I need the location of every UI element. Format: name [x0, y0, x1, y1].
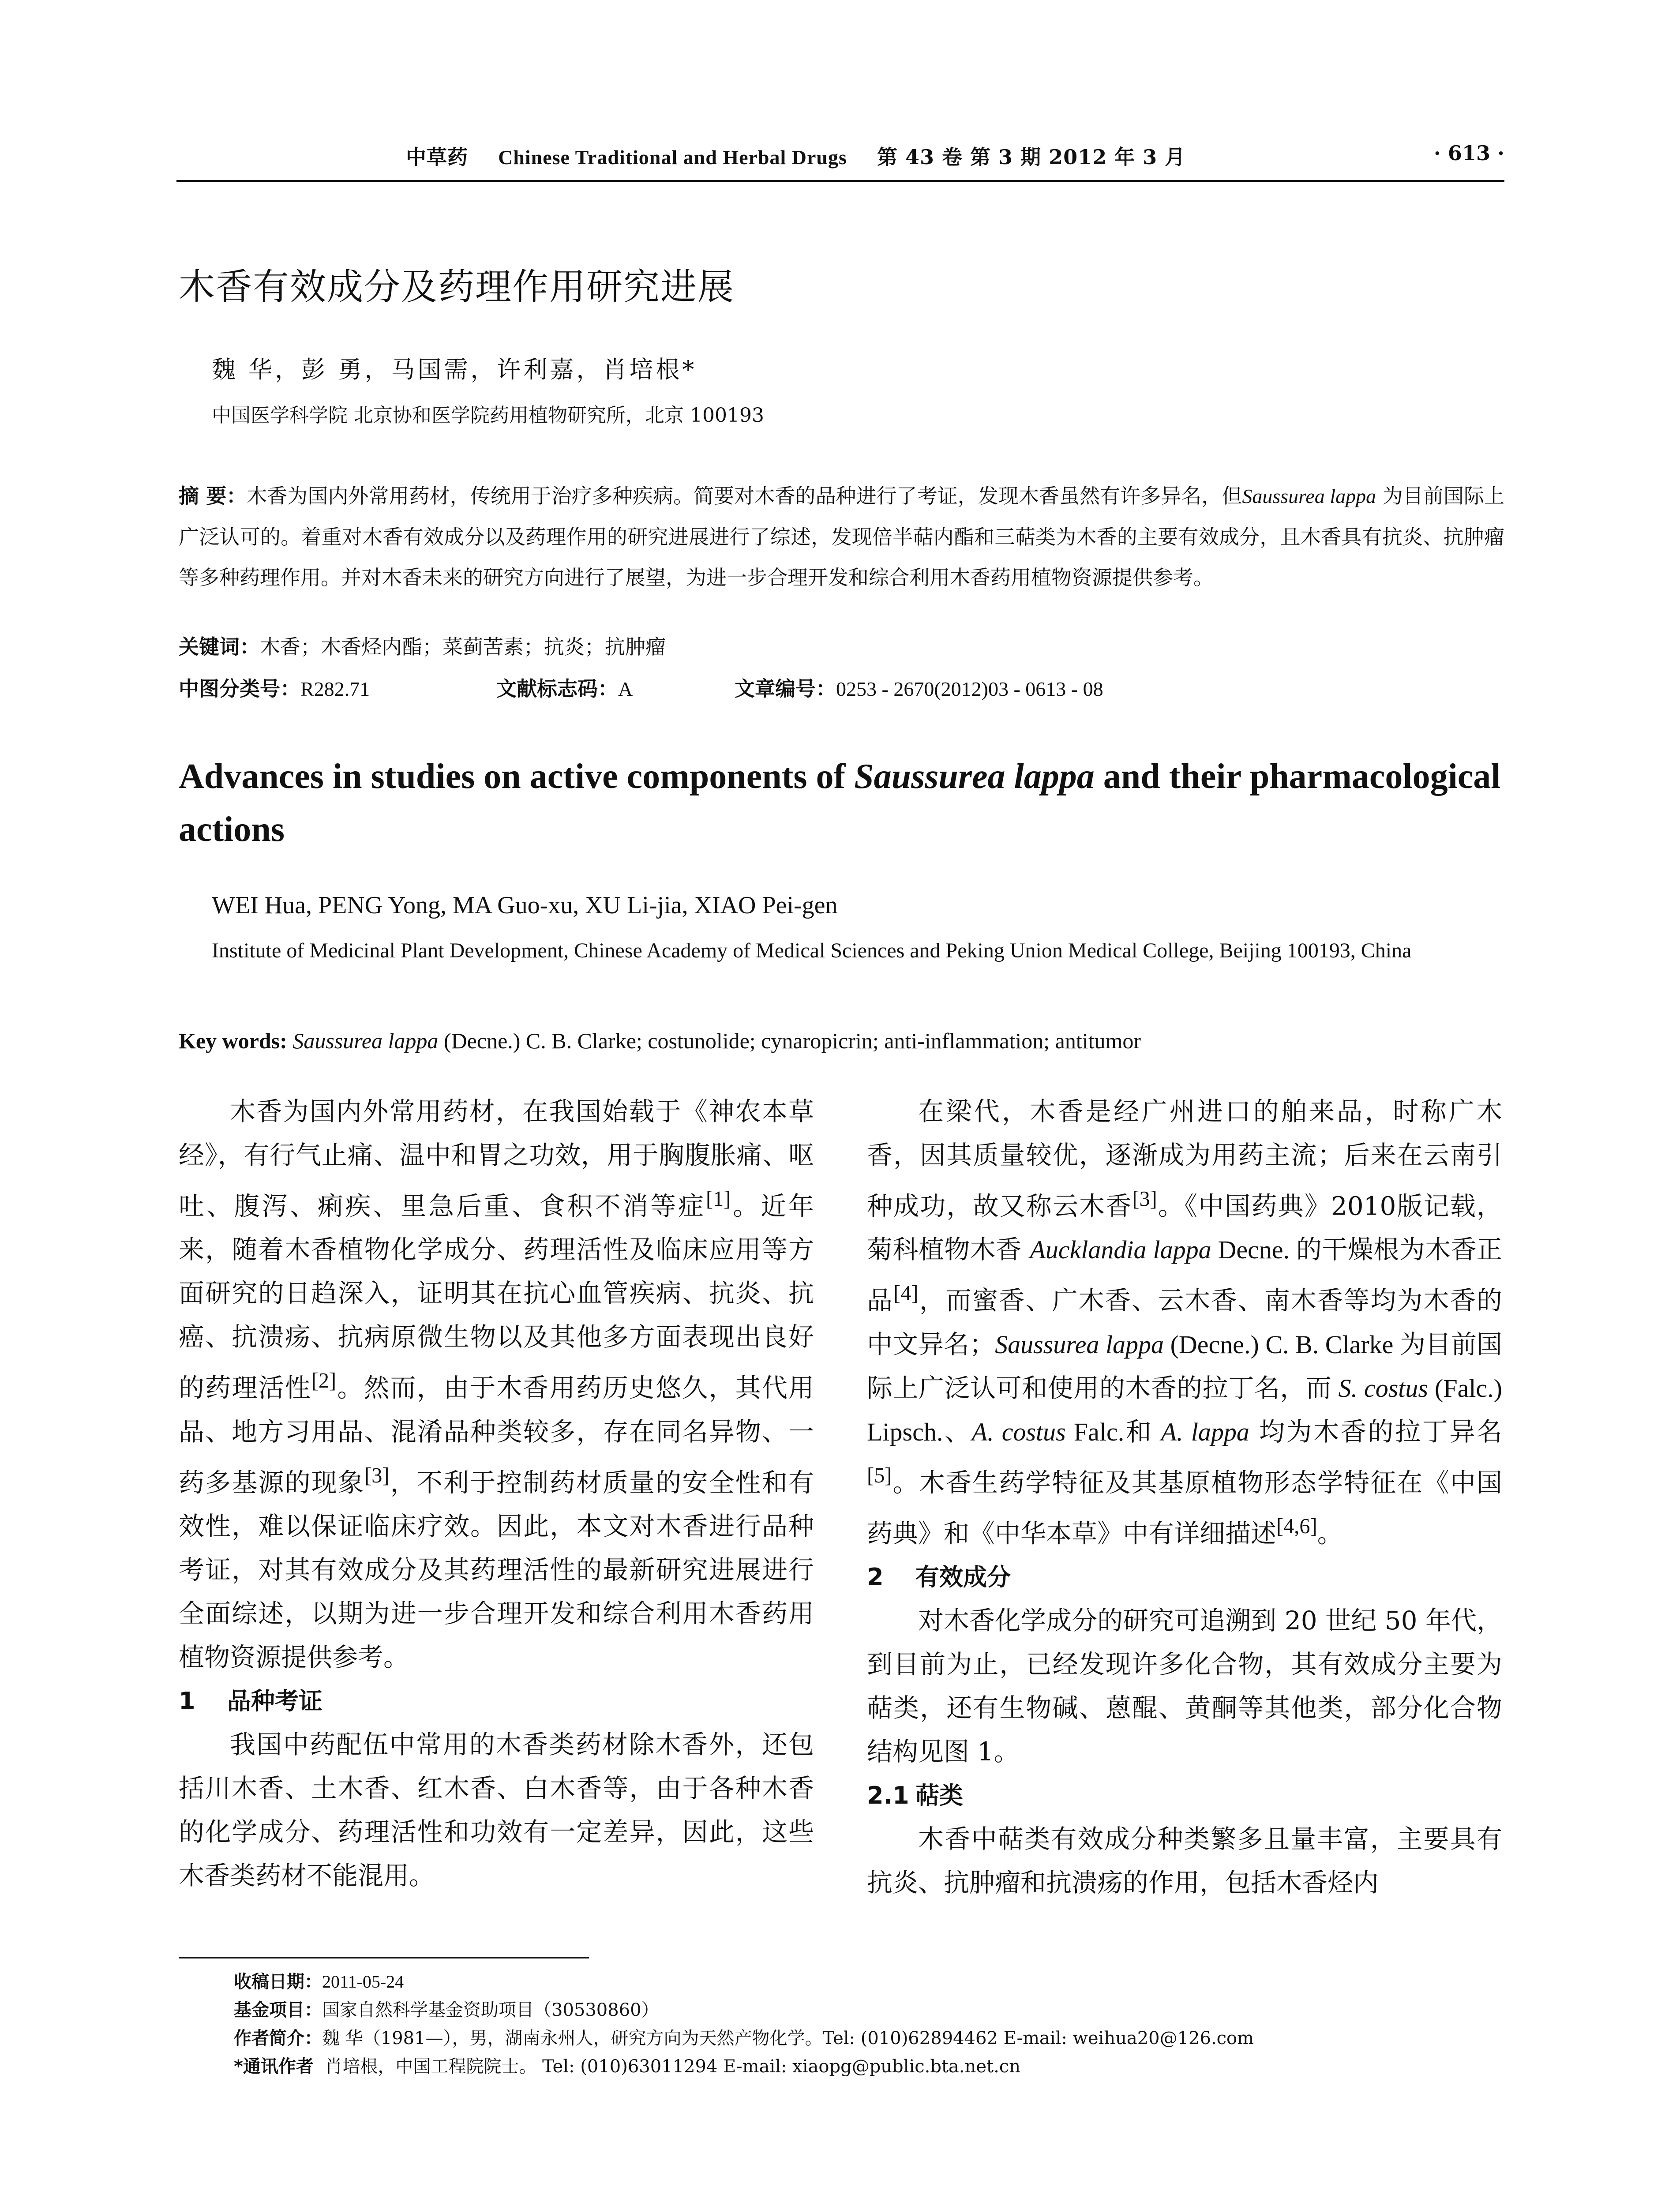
footnote-corresponding: *通讯作者 肖培根，中国工程院院士。 Tel: (010)63011294 E-mail: xiaopg@public.bta.net.cn [234, 2056, 1020, 2077]
affiliation-cn: 中国医学科学院 北京协和医学院药用植物研究所，北京 100193 [212, 404, 764, 427]
journal-name-en: Chinese Traditional and Herbal Drugs [498, 146, 847, 169]
paragraph: 我国中药配伍中常用的木香类药材除木香外，还包括川木香、土木香、红木香、白木香等，由于各种木香的化学成分、药理活性和功效有一定差异，因此，这些木香类药材不能混用。 [179, 1729, 814, 1891]
page-number: · 613 · [1433, 141, 1504, 165]
latin-name: A. lappa [1161, 1417, 1249, 1446]
authors-en: WEI Hua, PENG Yong, MA Guo-xu, XU Li-jia, XIAO Pei-gen [212, 892, 838, 919]
subsection-heading: 2.1 萜类 [867, 1782, 963, 1810]
journal-name-cn: 中草药 [406, 145, 468, 169]
footnotes [234, 1968, 1254, 2081]
keywords-en-latin: Saussurea lappa [292, 1028, 439, 1053]
citation: [3] [1132, 1187, 1157, 1211]
citation: [4,6] [1276, 1514, 1317, 1538]
section-heading: 1 品种考证 [179, 1687, 322, 1715]
classification-row [179, 673, 1103, 702]
clc-value: R282.71 [300, 678, 370, 700]
footnote-author: 作者简介：魏 华（1981—），男，湖南永州人，研究方向为天然产物化学。Tel: (010)62894462 E-mail: weihua20@126.com [234, 2028, 1254, 2048]
footnote-rule [179, 1957, 589, 1958]
citation: [4] [893, 1282, 919, 1306]
abstract-label: 摘 要： [179, 484, 247, 508]
title-cn: 木香有效成分及药理作用研究进展 [179, 266, 735, 308]
abstract-latin: Saussurea lappa [1242, 485, 1376, 507]
doc-code-label: 文献标志码： [496, 677, 618, 701]
clc-label: 中图分类号： [179, 677, 300, 701]
paragraph: 在梁代，木香是经广州进口的舶来品，时称广木香，因其质量较优，逐渐成为用药主流；后来在云南引种成功，故又称云木香[3]。《中国药典》2010版记载，菊科植物木香 Aucklandia lappa Decne. 的干燥根为木香正品[4]，而蜜香、广木香、云木香、南木香等均为木香的中文异名；Saussurea lappa (Decne.) C. B. Clarke 为目前国际上广泛认可和使用的木香的拉丁名，而 S. costus (Falc.) Lipsch.、A. costus Falc.和 A. lappa 均为木香的拉丁异名[5]。木香生药学特征及其基原植物形态学特征在《中国药典》和《中华本草》中有详细描述[4,6]。 [867, 1096, 1503, 1549]
keywords-cn [179, 631, 666, 660]
latin-name: S. costus [1338, 1373, 1428, 1403]
keywords-cn-label: 关键词： [179, 635, 260, 659]
abstract-cn [179, 476, 1504, 598]
article-no-label: 文章编号： [735, 677, 836, 701]
title-en-part-1: Advances in studies on active components of [179, 757, 855, 796]
journal-issue: 第 43 卷 第 3 期 2012 年 3 月 [877, 145, 1186, 169]
running-header [176, 141, 1504, 181]
article-no-value: 0253 - 2670(2012)03 - 0613 - 08 [836, 678, 1103, 700]
citation: [3] [364, 1463, 390, 1487]
keywords-en-text: (Decne.) C. B. Clarke; costunolide; cynaropicrin; anti-inflammation; antitumor [438, 1028, 1141, 1053]
abstract-text-2: 为目前国际上广泛认可的。着重对木香有效成分以及药理作用的研究进展进行了综述，发现倍半萜内酯和三萜类为木香的主要有效成分，且木香具有抗炎、抗肿瘤等多种药理作用。并对木香未来的研究方向进行了展望，为进一步合理开发和综合利用木香药用植物资源提供参考。 [179, 484, 1505, 589]
paragraph: 对木香化学成分的研究可追溯到 20 世纪 50 年代，到目前为止，已经发现许多化合物，其有效成分主要为萜类，还有生物碱、蒽醌、黄酮等其他类，部分化合物结构见图 1。 [867, 1606, 1502, 1767]
affiliation-en: Institute of Medicinal Plant Development, Chinese Academy of Medical Sciences and Peking Union Medical College, Beijing 100193, China [212, 939, 1412, 962]
paragraph: 木香中萜类有效成分种类繁多且量丰富，主要具有抗炎、抗肿瘤和抗溃疡的作用，包括木香烃内 [867, 1824, 1502, 1898]
citation: [1] [705, 1187, 731, 1211]
body-column-right [867, 1090, 1502, 1905]
authors-cn: 魏 华，彭 勇，马国需，许利嘉，肖培根* [212, 356, 697, 383]
latin-name: Saussurea lappa [995, 1330, 1164, 1359]
doc-code-value: A [618, 678, 633, 700]
abstract-text-1: 木香为国内外常用药材，传统用于治疗多种疾病。简要对木香的品种进行了考证，发现木香虽然有许多异名，但 [247, 484, 1242, 508]
header-rule [176, 180, 1504, 182]
latin-name: Aucklandia lappa [1030, 1235, 1211, 1264]
keywords-en-label: Key words: [179, 1028, 287, 1053]
paragraph: 木香为国内外常用药材，在我国始载于《神农本草经》，有行气止痛、温中和胃之功效，用于胸腹胀痛、呕吐、腹泻、痢疾、里急后重、食积不消等症[1]。近年来，随着木香植物化学成分、药理活性及临床应用等方面研究的日趋深入，证明其在抗心血管疾病、抗炎、抗癌、抗溃疡、抗病原微生物以及其他多方面表现出良好的药理活性[2]。然而，由于木香用药历史悠久，其代用品、地方习用品、混淆品种类较多，存在同名异物、一药多基源的现象[3]，不利于控制药材质量的安全性和有效性，难以保证临床疗效。因此，本文对木香进行品种考证，对其有效成分及其药理活性的最新研究进展进行全面综述，以期为进一步合理开发和综合利用木香药用植物资源提供参考。 [179, 1096, 814, 1672]
footnote-received: 收稿日期：2011-05-24 [234, 1972, 404, 1992]
keywords-en [179, 1028, 1141, 1054]
journal-header [406, 141, 1185, 170]
footnote-fund: 基金项目：国家自然科学基金资助项目（30530860） [234, 2000, 659, 2020]
title-en-part-2: and their pharmacological actions [179, 757, 1501, 849]
title-en [179, 750, 1502, 856]
title-en-latin: Saussurea lappa [854, 757, 1095, 796]
keywords-cn-text: 木香；木香烃内酯；菜蓟苦素；抗炎；抗肿瘤 [260, 635, 666, 659]
latin-name: A. costus [971, 1417, 1066, 1446]
citation: [5] [867, 1463, 892, 1487]
section-heading: 2 有效成分 [867, 1563, 1011, 1591]
body-column-left [179, 1090, 814, 1898]
citation: [2] [311, 1369, 337, 1393]
